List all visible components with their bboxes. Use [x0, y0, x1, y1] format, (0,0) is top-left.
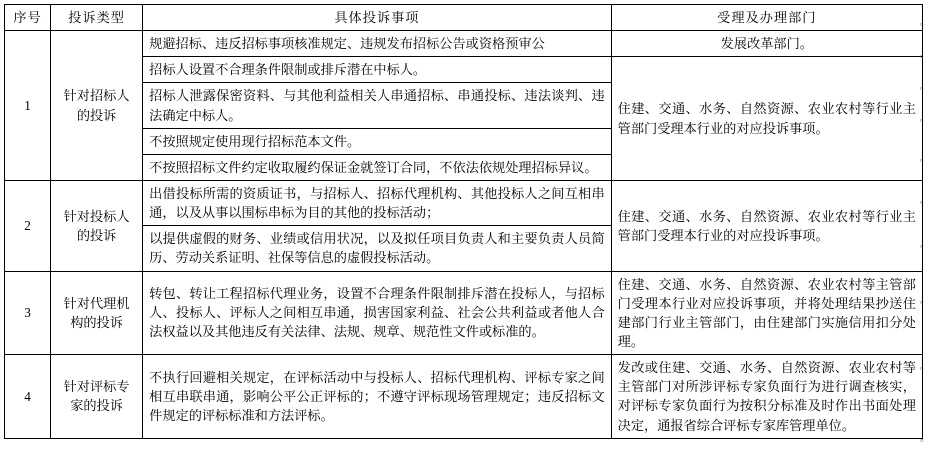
- handling-dept: 发改或住建、交通、水务、自然资源、农业农村等主管部门对所涉评标专家负面行为进行调查核实，对评标专家负面行为按积分标准及时作出书面处理决定，通报省综合评标专家库管理单位。: [611, 355, 922, 439]
- table-header-row: [5, 5, 923, 31]
- margin-mark: 。: [920, 361, 930, 372]
- margin-mark: 。: [920, 295, 930, 306]
- handling-dept: 发展改革部门。: [611, 31, 922, 57]
- margin-mark: 。: [920, 433, 930, 444]
- complaint-type-1: 针对招标人的投诉: [51, 31, 143, 181]
- complaint-type-2: 针对投标人的投诉: [51, 180, 143, 271]
- complaint-item: 不按照规定使用现行招标范本文件。: [143, 128, 612, 154]
- table-body: [5, 31, 923, 439]
- margin-mark: 。: [920, 113, 930, 124]
- complaint-item: 规避招标、违反招标事项核准规定、违规发布招标公告或资格预审公: [143, 31, 612, 57]
- margin-mark: 。: [920, 195, 930, 206]
- table-header: [5, 5, 923, 31]
- complaint-item: 招标人设置不合理条件限制或排斥潜在中标人。: [143, 57, 612, 83]
- margin-mark: 。: [920, 49, 930, 60]
- handling-dept: 住建、交通、水务、自然资源、农业农村等行业主管部门受理本行业的对应投诉事项。: [611, 57, 922, 181]
- margin-mark: 。: [920, 153, 930, 164]
- table-row: [5, 57, 923, 83]
- complaint-item: 不按照招标文件约定收取履约保证金就签订合同，不依法依规处理招标异议。: [143, 154, 612, 180]
- header-cell-type: 投诉类型: [51, 5, 143, 31]
- table-row: [5, 271, 923, 355]
- handling-dept: 住建、交通、水务、自然资源、农业农村等主管部门受理本行业对应投诉事项，并将处理结果抄送住建部门行业主管部门，由住建部门实施信用扣分处理。: [611, 271, 922, 355]
- row-number-2: 2: [5, 180, 51, 271]
- margin-mark: 。: [920, 17, 930, 28]
- table-row: [5, 180, 923, 225]
- row-number-4: 4: [5, 355, 51, 439]
- margin-mark: 。: [920, 81, 930, 92]
- margin-mark: 。: [920, 239, 930, 250]
- row-number-1: 1: [5, 31, 51, 181]
- header-cell-dept: 受理及办理部门: [611, 5, 922, 31]
- complaint-type-3: 针对代理机构的投诉: [51, 271, 143, 355]
- complaint-item: 出借投标所需的资质证书，与招标人、招标代理机构、其他投标人之间互相串通，以及从事以围标串标为目的其他的投标活动；: [143, 180, 612, 225]
- table-row: [5, 31, 923, 57]
- table-row: [5, 355, 923, 439]
- header-cell-item: 具体投诉事项: [143, 5, 612, 31]
- header-cell-no: 序号: [5, 5, 51, 31]
- complaint-item: 转包、转让工程招标代理业务，设置不合理条件限制排斥潜在投标人，与招标人、投标人、评标人之间相互串通，损害国家利益、社会公共利益或者他人合法权益以及其他违反有关法律、法规、规章、规范性文件或标准的。: [143, 271, 612, 355]
- handling-dept: 住建、交通、水务、自然资源、农业农村等行业主管部门受理本行业的对应投诉事项。: [611, 180, 922, 271]
- complaint-handling-table: [4, 4, 923, 439]
- complaint-item: 不执行回避相关规定，在评标活动中与投标人、招标代理机构、评标专家之间相互串联串通，影响公平公正评标的；不遵守评标现场管理规定；违反招标文件规定的评标标准和方法评标。: [143, 355, 612, 439]
- complaint-type-4: 针对评标专家的投诉: [51, 355, 143, 439]
- complaint-item: 以提供虚假的财务、业绩或信用状况，以及拟任项目负责人和主要负责人员简历、劳动关系证明、社保等信息的虚假投标活动。: [143, 226, 612, 271]
- complaint-item: 招标人泄露保密资料、与其他利益相关人串通招标、串通投标、违法谈判、违法确定中标人。: [143, 83, 612, 128]
- document-page: [0, 4, 930, 461]
- row-number-3: 3: [5, 271, 51, 355]
